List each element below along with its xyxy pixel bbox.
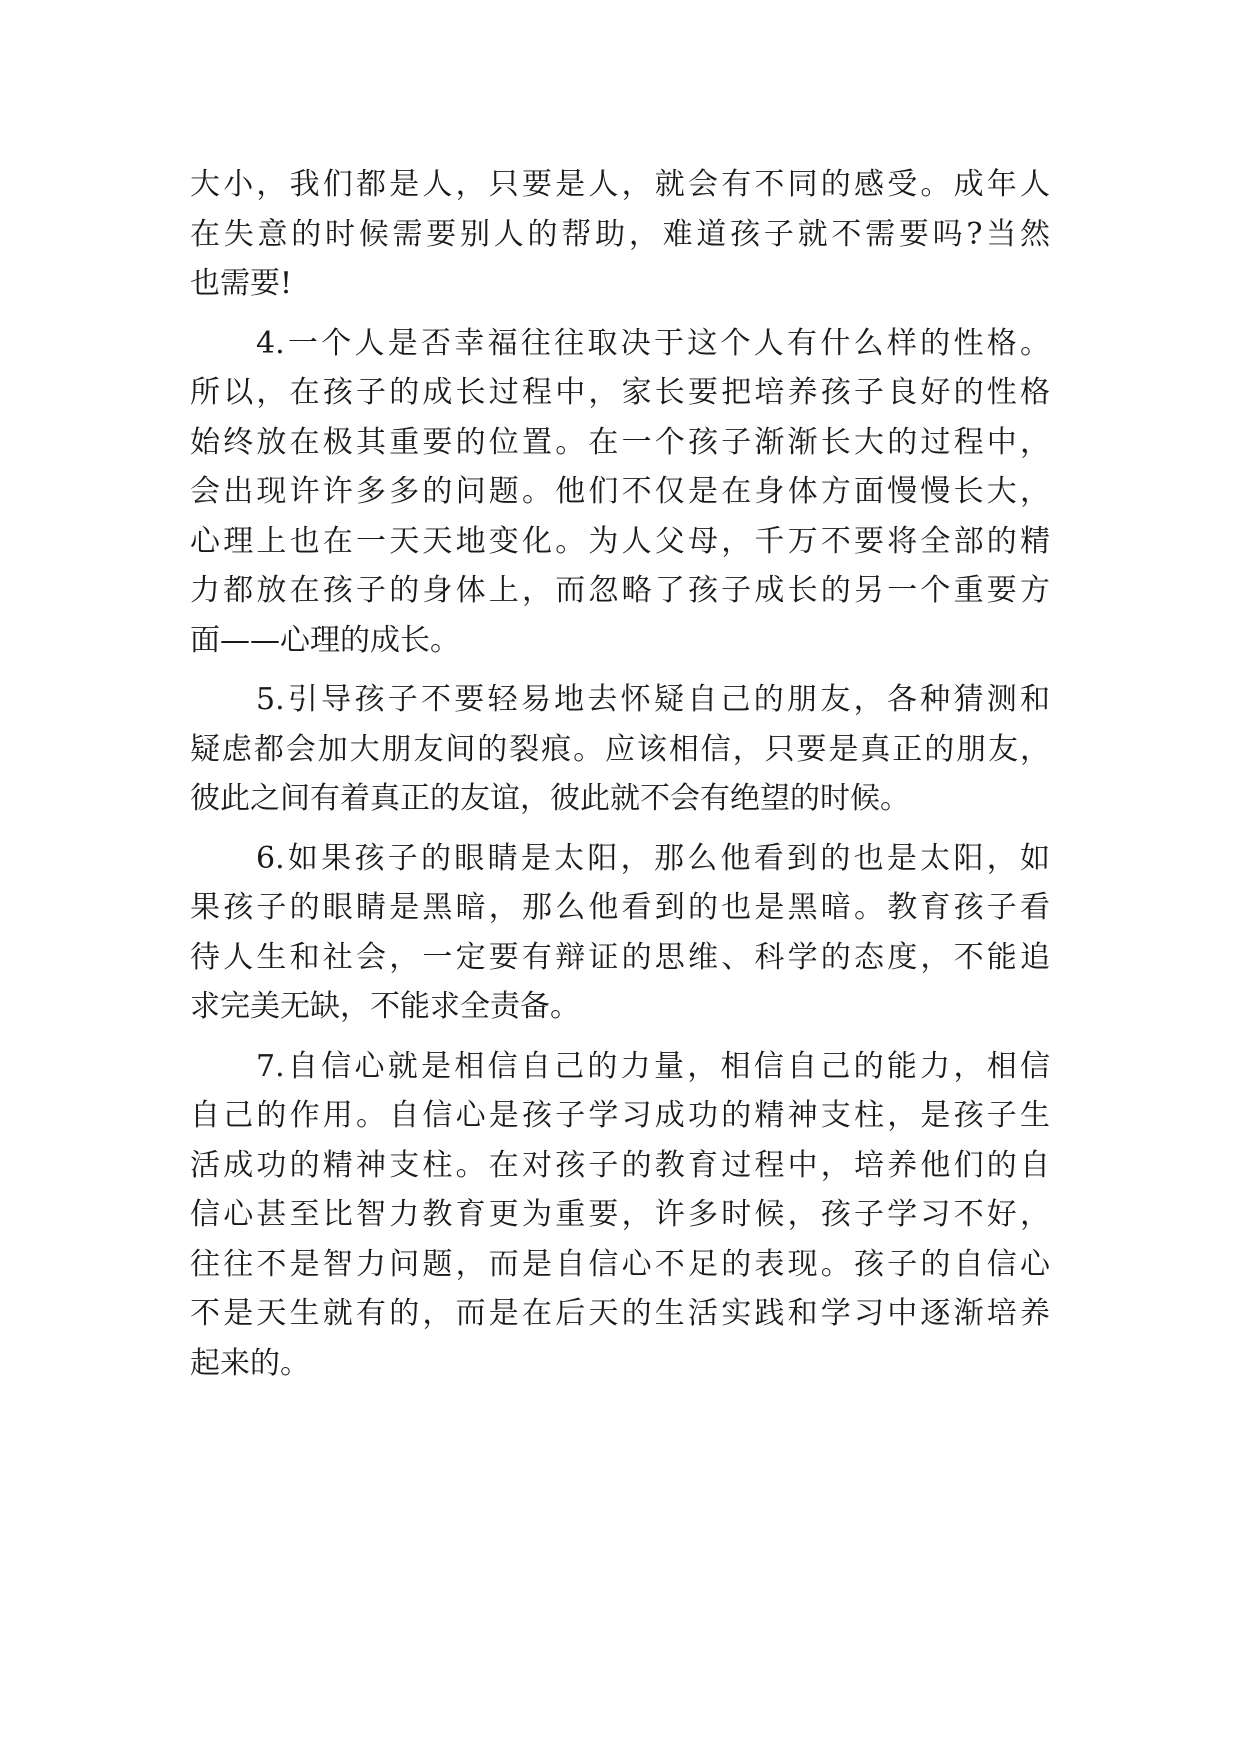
text-line: 所以，在孩子的成长过程中，家长要把培养孩子良好的性格 — [190, 375, 1050, 410]
text-line: 待人生和社会，一定要有辩证的思维、科学的态度，不能追 — [190, 939, 1050, 975]
text-line: 求完美无缺，不能求全责备。 — [190, 989, 580, 1024]
paragraph-gap — [190, 309, 1050, 319]
paragraph — [190, 1042, 1050, 1389]
paragraph-gap — [190, 1032, 1050, 1042]
text-line: 自己的作用。自信心是孩子学习成功的精神支柱，是孩子生 — [190, 1098, 1050, 1133]
text-line: 往往不是智力问题，而是自信心不足的表现。孩子的自信心 — [190, 1246, 1050, 1282]
paragraph — [190, 319, 1050, 666]
paragraph-gap — [190, 824, 1050, 834]
text-line: 彼此之间有着真正的友谊，彼此就不会有绝望的时候。 — [190, 781, 910, 816]
paragraph — [190, 675, 1050, 824]
paragraph — [190, 834, 1050, 1032]
text-line: 信心甚至比智力教育更为重要，许多时候，孩子学习不好， — [190, 1197, 1050, 1232]
paragraph — [190, 160, 1050, 309]
paragraph-gap — [190, 665, 1050, 675]
text-line: 也需要! — [190, 266, 293, 301]
text-line: 5.引导孩子不要轻易地去怀疑自己的朋友，各种猜测和 — [256, 682, 1050, 717]
text-line: 面——心理的成长。 — [190, 622, 460, 658]
text-line: 7.自信心就是相信自己的力量，相信自己的能力，相信 — [256, 1048, 1050, 1084]
text-line: 4.一个人是否幸福往往取决于这个人有什么样的性格。 — [256, 325, 1050, 361]
text-line: 会出现许许多多的问题。他们不仅是在身体方面慢慢长大， — [190, 474, 1050, 509]
text-line: 在失意的时候需要别人的帮助，难道孩子就不需要吗?当然 — [190, 216, 1050, 252]
text-line: 6.如果孩子的眼睛是太阳，那么他看到的也是太阳，如 — [256, 840, 1050, 876]
text-line: 不是天生就有的，而是在后天的生活实践和学习中逐渐培养 — [190, 1296, 1050, 1331]
text-line: 果孩子的眼睛是黑暗，那么他看到的也是黑暗。教育孩子看 — [190, 890, 1050, 925]
text-line: 始终放在极其重要的位置。在一个孩子渐渐长大的过程中， — [190, 424, 1050, 460]
text-line: 疑虑都会加大朋友间的裂痕。应该相信，只要是真正的朋友， — [190, 731, 1050, 767]
text-line: 起来的。 — [190, 1345, 310, 1381]
document-body — [190, 160, 1050, 1388]
text-line: 活成功的精神支柱。在对孩子的教育过程中，培养他们的自 — [190, 1147, 1050, 1183]
text-line: 心理上也在一天天地变化。为人父母，千万不要将全部的精 — [190, 523, 1050, 559]
text-line: 力都放在孩子的身体上，而忽略了孩子成长的另一个重要方 — [190, 573, 1050, 608]
text-line: 大小，我们都是人，只要是人，就会有不同的感受。成年人 — [190, 167, 1050, 202]
